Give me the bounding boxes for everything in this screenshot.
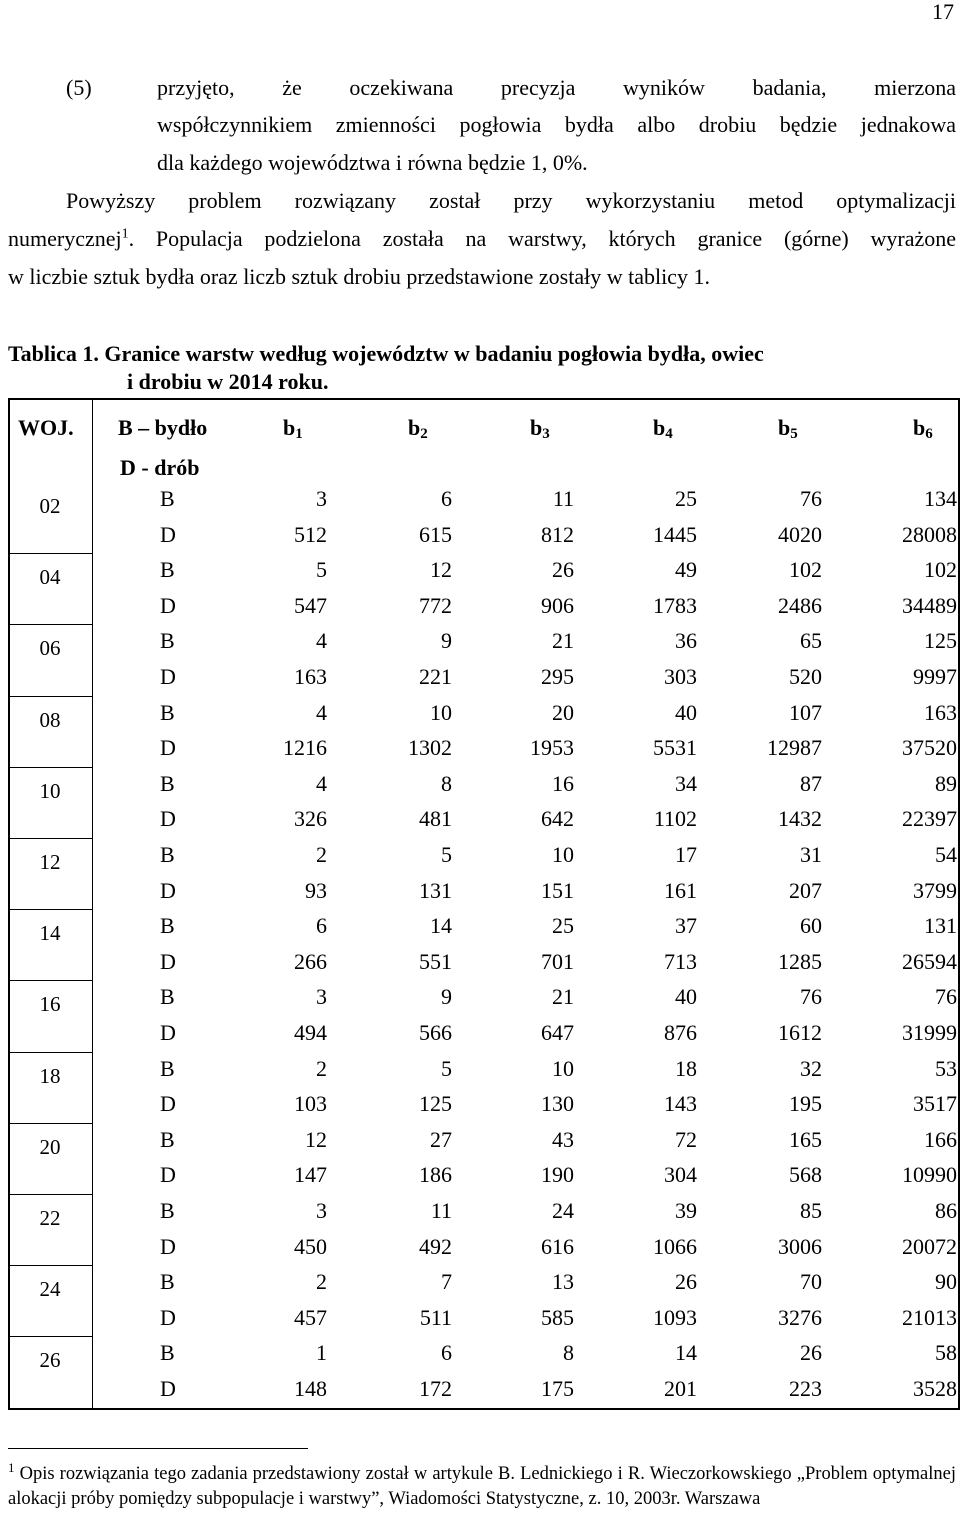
header-column-b5 bbox=[778, 415, 798, 441]
header-column-base: b bbox=[778, 415, 791, 440]
row-type-label: D bbox=[160, 1091, 176, 1117]
table-cell: 25 bbox=[552, 913, 574, 939]
woj-separator bbox=[8, 553, 92, 554]
paragraph-marker: (5) bbox=[66, 75, 92, 100]
row-type-label: B bbox=[160, 1198, 175, 1223]
header-column-base: b bbox=[653, 415, 666, 440]
table-cell: 166 bbox=[924, 1126, 957, 1152]
table-cell: 24 bbox=[552, 1198, 574, 1223]
woj-separator bbox=[8, 980, 92, 981]
table-cell: 76 bbox=[800, 486, 822, 511]
table-cell: 1285 bbox=[778, 948, 822, 974]
table-cell: 5 bbox=[441, 842, 452, 867]
table-cell: 14 bbox=[430, 913, 452, 939]
table-cell: 27 bbox=[430, 1126, 452, 1152]
table-cell: 17 bbox=[675, 842, 697, 867]
row-type-label: B bbox=[160, 1269, 175, 1295]
table-cell: 21 bbox=[552, 984, 574, 1010]
table-row bbox=[94, 908, 957, 944]
table-cell: 37 bbox=[675, 913, 697, 939]
table-cell: 125 bbox=[419, 1091, 452, 1117]
woj-separator bbox=[8, 1336, 92, 1337]
header-column-b2 bbox=[408, 415, 428, 441]
table-cell: 26 bbox=[552, 557, 574, 583]
row-type-label: B bbox=[160, 1055, 175, 1081]
header-type-line-2: D - drób bbox=[120, 455, 200, 480]
table-cell: 457 bbox=[294, 1304, 327, 1330]
header-column-base: b bbox=[283, 415, 296, 440]
row-type-label: D bbox=[160, 1020, 176, 1045]
table-cell: 3006 bbox=[778, 1233, 822, 1259]
woj-code: 16 bbox=[39, 992, 61, 1017]
table-cell: 172 bbox=[419, 1376, 452, 1401]
woj-code: 06 bbox=[39, 636, 61, 661]
table-cell: 26594 bbox=[902, 948, 957, 974]
row-type-label: B bbox=[160, 1340, 175, 1366]
table-cell: 102 bbox=[789, 557, 822, 583]
table-cell: 207 bbox=[789, 877, 822, 903]
table-row bbox=[94, 1335, 957, 1371]
table-cell: 1066 bbox=[653, 1233, 697, 1259]
header-column-subscript: 2 bbox=[420, 426, 428, 442]
paragraph-5-line-1: przyjęto, że oczekiwana precyzja wyników badania, mierzona bbox=[157, 75, 956, 100]
woj-code: 26 bbox=[39, 1348, 61, 1373]
table-cell: 87 bbox=[800, 770, 822, 796]
table-cell: 8 bbox=[441, 770, 452, 796]
table-cell: 3276 bbox=[778, 1304, 822, 1330]
table-cell: 615 bbox=[419, 521, 452, 547]
table-cell: 4 bbox=[316, 628, 327, 654]
table-cell: 36 bbox=[675, 628, 697, 654]
header-column-base: b bbox=[530, 415, 543, 440]
table-cell: 39 bbox=[675, 1198, 697, 1223]
table-cell: 190 bbox=[541, 1162, 574, 1188]
table-row bbox=[94, 766, 957, 802]
woj-code: 04 bbox=[39, 565, 61, 590]
woj-code: 22 bbox=[39, 1206, 61, 1230]
table-cell: 1093 bbox=[653, 1304, 697, 1330]
table-cell: 492 bbox=[419, 1233, 452, 1259]
table-cell: 76 bbox=[800, 984, 822, 1010]
row-type-label: B bbox=[160, 770, 175, 796]
table-cell: 6 bbox=[441, 486, 452, 511]
table-cell: 34 bbox=[675, 770, 697, 796]
table-cell: 107 bbox=[789, 699, 822, 725]
row-type-label: D bbox=[160, 806, 176, 832]
table-cell: 125 bbox=[924, 628, 957, 654]
table-cell: 4 bbox=[316, 699, 327, 725]
table-cell: 5 bbox=[441, 1055, 452, 1081]
table-cell: 772 bbox=[419, 592, 452, 618]
table-cell: 89 bbox=[935, 770, 957, 796]
footnote bbox=[8, 1459, 957, 1512]
row-type-label: D bbox=[160, 1162, 176, 1188]
header-column-b4 bbox=[653, 415, 673, 441]
table-cell: 5531 bbox=[653, 735, 697, 761]
table-row bbox=[94, 517, 957, 553]
table-cell: 54 bbox=[935, 842, 957, 867]
row-type-label: B bbox=[160, 913, 175, 939]
table-cell: 43 bbox=[552, 1126, 574, 1152]
paragraph-5-line-3: dla każdego województwa i równa będzie 1, 0%. bbox=[157, 150, 588, 175]
table-cell: 28008 bbox=[902, 521, 957, 547]
table-cell: 86 bbox=[935, 1198, 957, 1223]
header-type-line-1: B – bydło bbox=[118, 415, 208, 440]
woj-separator bbox=[8, 909, 92, 910]
table-cell: 1783 bbox=[653, 592, 697, 618]
table-cell: 7 bbox=[441, 1269, 452, 1295]
table-row bbox=[94, 979, 957, 1015]
table-row bbox=[94, 1122, 957, 1158]
table-cell: 130 bbox=[541, 1091, 574, 1117]
table-cell: 10 bbox=[430, 699, 452, 725]
table-cell: 3528 bbox=[913, 1376, 957, 1401]
table-cell: 12 bbox=[305, 1126, 327, 1152]
woj-code: 10 bbox=[39, 778, 61, 803]
row-type-label: B bbox=[160, 628, 175, 654]
paragraph-2-line-1: Powyższy problem rozwiązany został przy wykorzystaniu metod optymalizacji bbox=[66, 188, 956, 213]
table-cell: 3517 bbox=[913, 1091, 957, 1117]
table-cell: 10 bbox=[552, 842, 574, 867]
woj-code: 14 bbox=[39, 921, 61, 946]
table-cell: 102 bbox=[924, 557, 957, 583]
table-cell: 9 bbox=[441, 628, 452, 654]
table-cell: 147 bbox=[294, 1162, 327, 1188]
table-cell: 131 bbox=[419, 877, 452, 903]
footnote-rule bbox=[8, 1448, 308, 1449]
table-cell: 11 bbox=[430, 1198, 452, 1223]
table-cell: 2486 bbox=[778, 592, 822, 618]
table-cell: 49 bbox=[675, 557, 697, 583]
table-cell: 12987 bbox=[767, 735, 822, 761]
table-cell: 40 bbox=[675, 699, 697, 725]
table-cell: 175 bbox=[541, 1376, 574, 1401]
table-row bbox=[94, 1229, 957, 1265]
table-cell: 713 bbox=[664, 948, 697, 974]
paragraph-5-line-2: współczynnikiem zmienności pogłowia bydła albo drobiu będzie jednakowa bbox=[157, 112, 956, 137]
paragraph-2-line-3: w liczbie sztuk bydła oraz liczb sztuk drobiu przedstawione zostały w tablicy 1. bbox=[8, 264, 710, 289]
table-row bbox=[94, 552, 957, 588]
table-cell: 1102 bbox=[653, 806, 697, 832]
table-cell: 3 bbox=[316, 984, 327, 1010]
table-cell: 21013 bbox=[902, 1304, 957, 1330]
row-type-label: D bbox=[160, 877, 176, 903]
woj-code: 08 bbox=[39, 707, 61, 732]
row-type-label: D bbox=[160, 664, 176, 689]
table-row bbox=[94, 1157, 957, 1193]
table-cell: 134 bbox=[924, 486, 957, 511]
table-cell: 65 bbox=[800, 628, 822, 654]
header-column-base: b bbox=[913, 415, 926, 440]
table-cell: 53 bbox=[935, 1055, 957, 1081]
paragraph-2-line-2-rest: . Populacja podzielona została na warstwy, których granice (górne) wyrażone bbox=[128, 226, 956, 251]
table-cell: 10990 bbox=[902, 1162, 957, 1188]
table-row bbox=[94, 481, 957, 517]
table-cell: 20072 bbox=[902, 1233, 957, 1259]
table-cell: 40 bbox=[675, 984, 697, 1010]
table-cell: 58 bbox=[935, 1340, 957, 1366]
table-cell: 4 bbox=[316, 770, 327, 796]
table-cell: 12 bbox=[430, 557, 452, 583]
table-row bbox=[94, 730, 957, 766]
header-column-subscript: 3 bbox=[542, 426, 550, 442]
table-cell: 70 bbox=[800, 1269, 822, 1295]
table-cell: 1953 bbox=[530, 735, 574, 761]
woj-code: 12 bbox=[39, 850, 61, 874]
table-cell: 25 bbox=[675, 486, 697, 511]
table-cell: 295 bbox=[541, 664, 574, 689]
woj-separator bbox=[8, 1052, 92, 1053]
table-cell: 161 bbox=[664, 877, 697, 903]
table-cell: 148 bbox=[294, 1376, 327, 1401]
table-cell: 1612 bbox=[778, 1020, 822, 1045]
table-cell: 22397 bbox=[902, 806, 957, 832]
table-cell: 14 bbox=[675, 1340, 697, 1366]
table-cell: 143 bbox=[664, 1091, 697, 1117]
header-column-subscript: 6 bbox=[925, 426, 933, 442]
table-cell: 201 bbox=[664, 1376, 697, 1401]
table-cell: 20 bbox=[552, 699, 574, 725]
table-cell: 11 bbox=[552, 486, 574, 511]
woj-separator bbox=[8, 624, 92, 625]
table-cell: 566 bbox=[419, 1020, 452, 1045]
table-cell: 2 bbox=[316, 1269, 327, 1295]
table-row bbox=[94, 1193, 957, 1229]
row-type-label: B bbox=[160, 557, 175, 583]
woj-separator bbox=[8, 1265, 92, 1266]
table-cell: 163 bbox=[924, 699, 957, 725]
table-row bbox=[94, 801, 957, 837]
table-row bbox=[94, 588, 957, 624]
table-cell: 701 bbox=[541, 948, 574, 974]
row-type-label: D bbox=[160, 948, 176, 974]
row-type-label: B bbox=[160, 1126, 175, 1152]
table-woj-divider bbox=[92, 398, 93, 1408]
table-cell: 18 bbox=[675, 1055, 697, 1081]
woj-separator bbox=[8, 1123, 92, 1124]
table-cell: 103 bbox=[294, 1091, 327, 1117]
table-caption-line-1: Tablica 1. Granice warstw według województw w badaniu pogłowia bydła, owiec bbox=[8, 341, 764, 366]
table-cell: 9997 bbox=[913, 664, 957, 689]
woj-separator bbox=[8, 838, 92, 839]
footnote-reference[interactable]: 1 bbox=[121, 226, 129, 242]
woj-code: 20 bbox=[39, 1134, 61, 1159]
table-cell: 450 bbox=[294, 1233, 327, 1259]
table-cell: 266 bbox=[294, 948, 327, 974]
woj-code: 24 bbox=[39, 1277, 61, 1302]
row-type-label: B bbox=[160, 984, 175, 1010]
woj-code: 02 bbox=[39, 494, 61, 518]
row-type-label: B bbox=[160, 842, 175, 867]
table-row bbox=[94, 659, 957, 695]
table-cell: 642 bbox=[541, 806, 574, 832]
table-row bbox=[94, 1015, 957, 1051]
table-cell: 221 bbox=[419, 664, 452, 689]
paragraph-2-line-2 bbox=[8, 220, 956, 258]
table-cell: 1302 bbox=[408, 735, 452, 761]
table-cell: 3 bbox=[316, 1198, 327, 1223]
row-type-label: B bbox=[160, 486, 175, 511]
table-cell: 85 bbox=[800, 1198, 822, 1223]
table-cell: 151 bbox=[541, 877, 574, 903]
strata-bounds-table bbox=[8, 398, 958, 1408]
table-cell: 512 bbox=[294, 521, 327, 547]
table-cell: 303 bbox=[664, 664, 697, 689]
table-caption-line-2: i drobiu w 2014 roku. bbox=[127, 369, 329, 394]
table-cell: 76 bbox=[935, 984, 957, 1010]
table-row bbox=[94, 1086, 957, 1122]
table-row bbox=[94, 1264, 957, 1300]
header-column-subscript: 5 bbox=[790, 426, 798, 442]
woj-separator bbox=[8, 1194, 92, 1195]
table-cell: 520 bbox=[789, 664, 822, 689]
table-cell: 1432 bbox=[778, 806, 822, 832]
table-cell: 195 bbox=[789, 1091, 822, 1117]
table-cell: 6 bbox=[316, 913, 327, 939]
table-cell: 906 bbox=[541, 592, 574, 618]
row-type-label: D bbox=[160, 735, 176, 761]
table-cell: 481 bbox=[419, 806, 452, 832]
table-cell: 16 bbox=[552, 770, 574, 796]
table-cell: 8 bbox=[563, 1340, 574, 1366]
table-cell: 3 bbox=[316, 486, 327, 511]
table-cell: 165 bbox=[789, 1126, 822, 1152]
table-cell: 34489 bbox=[902, 592, 957, 618]
table-row bbox=[94, 1051, 957, 1087]
table-cell: 186 bbox=[419, 1162, 452, 1188]
table-cell: 585 bbox=[541, 1304, 574, 1330]
table-cell: 304 bbox=[664, 1162, 697, 1188]
footnote-number: 1 bbox=[8, 1459, 15, 1475]
row-type-label: D bbox=[160, 1304, 176, 1330]
footnote-text: Opis rozwiązania tego zadania przedstawiony został w artykule B. Lednickiego i R. Wieczorkowskiego „Problem optymalnej alokacji próby pomiędzy subpopulacje i warstwy”, Wiadomości Statystyczne, z. 10, 2003r. Warszawa bbox=[8, 1464, 957, 1509]
table-row bbox=[94, 944, 957, 980]
table-cell: 26 bbox=[675, 1269, 697, 1295]
table-row bbox=[94, 837, 957, 873]
row-type-label: D bbox=[160, 1233, 176, 1259]
table-row bbox=[94, 873, 957, 909]
table-cell: 10 bbox=[552, 1055, 574, 1081]
table-cell: 31 bbox=[800, 842, 822, 867]
table-cell: 3799 bbox=[913, 877, 957, 903]
table-cell: 72 bbox=[675, 1126, 697, 1152]
paragraph-2-line-2-start: numerycznej bbox=[8, 226, 122, 251]
row-type-label: D bbox=[160, 592, 176, 618]
table-row bbox=[94, 1300, 957, 1336]
table-cell: 511 bbox=[419, 1304, 452, 1330]
page-number: 17 bbox=[932, 0, 954, 24]
table-row bbox=[94, 695, 957, 731]
table-cell: 616 bbox=[541, 1233, 574, 1259]
table-cell: 647 bbox=[541, 1020, 574, 1045]
table-cell: 551 bbox=[419, 948, 452, 974]
header-column-b1 bbox=[283, 415, 303, 441]
table-cell: 13 bbox=[552, 1269, 574, 1295]
header-column-b6 bbox=[913, 415, 933, 441]
header-woj: WOJ. bbox=[18, 415, 74, 440]
table-cell: 9 bbox=[441, 984, 452, 1010]
table-cell: 2 bbox=[316, 842, 327, 867]
table-cell: 547 bbox=[294, 592, 327, 618]
table-cell: 6 bbox=[441, 1340, 452, 1366]
table-cell: 1 bbox=[316, 1340, 327, 1366]
header-column-subscript: 1 bbox=[295, 426, 303, 442]
woj-code: 18 bbox=[39, 1063, 61, 1088]
table-cell: 1445 bbox=[653, 521, 697, 547]
table-cell: 5 bbox=[316, 557, 327, 583]
row-type-label: B bbox=[160, 699, 175, 725]
table-cell: 494 bbox=[294, 1020, 327, 1045]
table-cell: 163 bbox=[294, 664, 327, 689]
row-type-label: D bbox=[160, 1376, 176, 1401]
header-column-subscript: 4 bbox=[665, 426, 673, 442]
table-cell: 32 bbox=[800, 1055, 822, 1081]
table-cell: 223 bbox=[789, 1376, 822, 1401]
header-column-base: b bbox=[408, 415, 421, 440]
table-cell: 131 bbox=[924, 913, 957, 939]
table-row bbox=[94, 1371, 957, 1407]
table-cell: 21 bbox=[552, 628, 574, 654]
table-cell: 812 bbox=[541, 521, 574, 547]
table-cell: 876 bbox=[664, 1020, 697, 1045]
table-cell: 326 bbox=[294, 806, 327, 832]
table-cell: 90 bbox=[935, 1269, 957, 1295]
table-cell: 4020 bbox=[778, 521, 822, 547]
table-cell: 2 bbox=[316, 1055, 327, 1081]
header-column-b3 bbox=[530, 415, 550, 441]
table-cell: 93 bbox=[305, 877, 327, 903]
woj-separator bbox=[8, 767, 92, 768]
row-type-label: D bbox=[160, 521, 176, 547]
table-cell: 1216 bbox=[283, 735, 327, 761]
woj-separator bbox=[8, 696, 92, 697]
table-cell: 37520 bbox=[902, 735, 957, 761]
table-row bbox=[94, 623, 957, 659]
table-cell: 31999 bbox=[902, 1020, 957, 1045]
table-cell: 568 bbox=[789, 1162, 822, 1188]
table-cell: 26 bbox=[800, 1340, 822, 1366]
table-cell: 60 bbox=[800, 913, 822, 939]
